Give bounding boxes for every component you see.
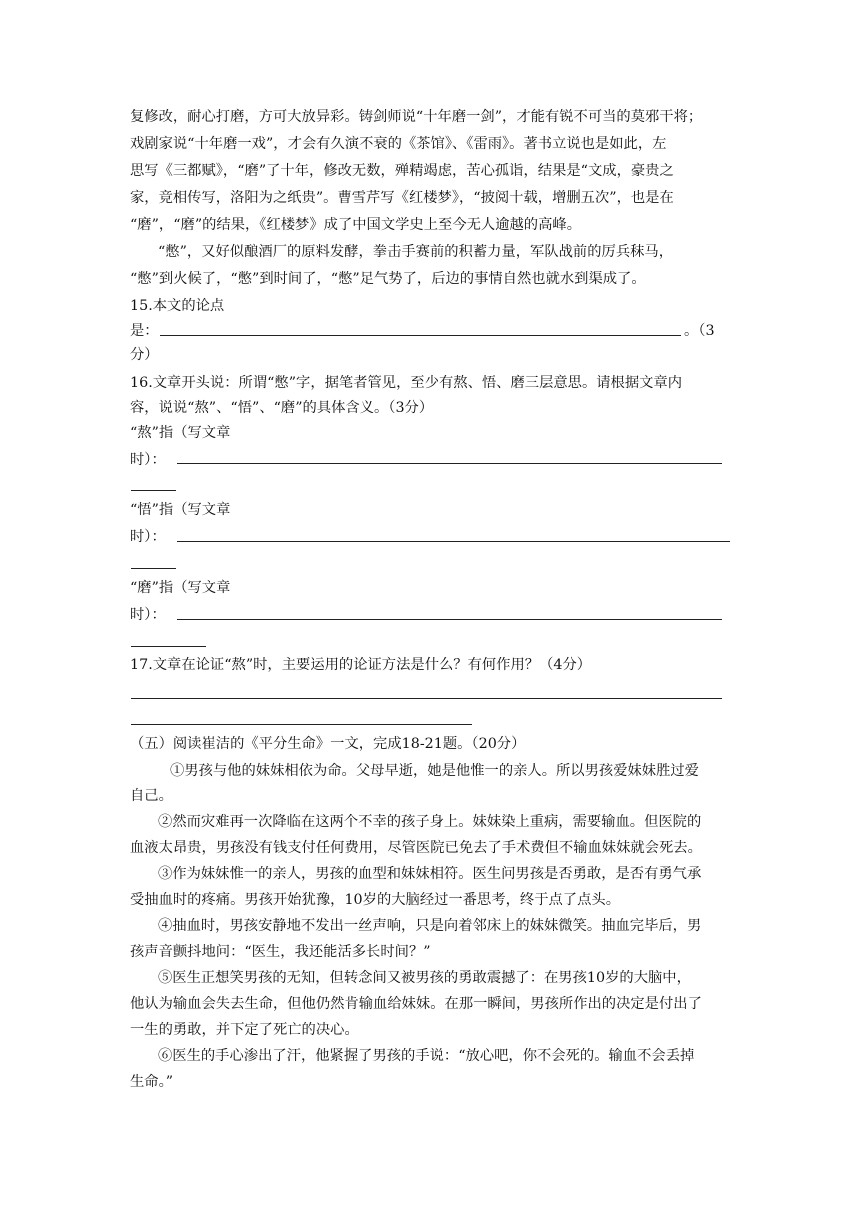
section5-paragraph-2: 血液太昂贵，男孩没有钱支付任何费用，尽管医院已免去了手术费但不输血妹妹就会死去。: [130, 840, 702, 856]
q16-item-mo-label2: 时）：: [130, 607, 166, 623]
q16-item-ao-label2: 时）：: [130, 452, 166, 468]
q16-item-wu-answer-line[interactable]: [177, 541, 730, 542]
q16-item-mo-answer-line-cont[interactable]: [131, 646, 206, 647]
passage-line: 复修改，耐心打磨，方可大放异彩。铸剑师说“十年磨一剑”，才能有锐不可当的莫邪干将；: [130, 109, 703, 125]
passage-line: 思写《三都赋》，“磨”了十年，修改无数，殚精竭虑，苦心孤诣，结果是“文成，豪贵之: [130, 163, 674, 179]
section5-paragraph-2: ②然而灾难再一次降临在这两个不幸的孩子身上。妹妹染上重病，需要输血。但医院的: [158, 814, 702, 830]
q17-prompt: 17.文章在论证“熬”时，主要运用的论证方法是什么？有何作用？（4分）: [130, 657, 592, 673]
passage-line: 家，竞相传写，洛阳为之纸贵”。曹雪芹写《红楼梦》，“披阅十载，增删五次”，也是在: [130, 190, 674, 206]
section5-paragraph-1: ①男孩与他的妹妹相依为命。父母早逝，她是他惟一的亲人。所以男孩爱妹妹胜过爱: [170, 763, 699, 779]
q17-answer-line[interactable]: [131, 698, 722, 699]
section5-paragraph-4: 孩声音颤抖地问：“医生，我还能活多长时间？”: [130, 944, 431, 960]
section5-paragraph-6: ⑥医生的手心渗出了汗，他紧握了男孩的手说：“放心吧，你不会死的。输血不会丢掉: [158, 1048, 695, 1064]
section5-paragraph-1: 自己。: [130, 788, 173, 804]
q16-item-ao-answer-line-cont[interactable]: [131, 490, 176, 491]
section5-paragraph-5: ⑤医生正想笑男孩的无知，但转念间又被男孩的勇敢震撼了：在男孩10岁的大脑中，: [158, 970, 691, 986]
q15-prompt: 15.本文的论点: [130, 298, 225, 314]
section5-paragraph-6: 生命。”: [130, 1074, 174, 1090]
section5-paragraph-5: 他认为输血会失去生命，但他仍然肯输血给妹妹。在那一瞬间，男孩所作出的决定是付出了: [130, 996, 702, 1012]
section5-paragraph-5: 一生的勇敢，并下定了死亡的决心。: [130, 1022, 359, 1038]
passage-line: “憋”，又好似酿酒厂的原料发酵，拳击手赛前的积蓄力量，军队战前的厉兵秣马，: [158, 244, 674, 260]
passage-line: “憋”到火候了，“憋”到时间了，“憋”足气势了，后边的事情自然也就水到渠成了。: [130, 271, 646, 287]
q16-item-wu-answer-line-cont[interactable]: [131, 568, 176, 569]
q16-item-wu-label: “悟”指（写文章: [130, 502, 231, 518]
q17-answer-line-cont[interactable]: [131, 724, 472, 725]
q16-prompt-line: 16.文章开头说：所谓“憋”字，据笔者管见，至少有熬、悟、磨三层意思。请根据文章内: [130, 375, 683, 391]
q16-item-mo-label: “磨”指（写文章: [130, 580, 231, 596]
q16-item-wu-label2: 时）：: [130, 529, 166, 545]
passage-line: “磨”，“磨”的结果，《红楼梦》成了中国文学史上至今无人逾越的高峰。: [130, 217, 581, 233]
q16-item-mo-answer-line[interactable]: [177, 619, 722, 620]
q16-prompt-line: 容，说说“熬”、“悟”、“磨”的具体含义。（3分）: [130, 400, 434, 416]
passage-line: 戏剧家说“十年磨一戏”，才会有久演不衰的《茶馆》、《雷雨》。著书立说也是如此，左: [130, 136, 667, 152]
q15-score-tail: 分）: [130, 347, 159, 363]
section5-paragraph-3: 受抽血时的疼痛。男孩开始犹豫，10岁的大脑经过一番思考，终于点了点头。: [130, 892, 620, 908]
section5-heading: （五）阅读崔洁的《平分生命》一文，完成18-21题。（20分）: [130, 736, 526, 752]
q16-item-ao-label: “熬”指（写文章: [130, 425, 231, 441]
q15-answer-line[interactable]: [160, 335, 681, 336]
section5-paragraph-3: ③作为妹妹惟一的亲人，男孩的血型和妹妹相符。医生问男孩是否勇敢，是否有勇气承: [158, 866, 702, 882]
q15-prefix: 是：: [130, 323, 159, 339]
section5-paragraph-4: ④抽血时，男孩安静地不发出一丝声响，只是向着邻床上的妹妹微笑。抽血完毕后，男: [158, 918, 702, 934]
q15-score: 。（3: [684, 323, 715, 339]
q16-item-ao-answer-line[interactable]: [177, 463, 722, 464]
